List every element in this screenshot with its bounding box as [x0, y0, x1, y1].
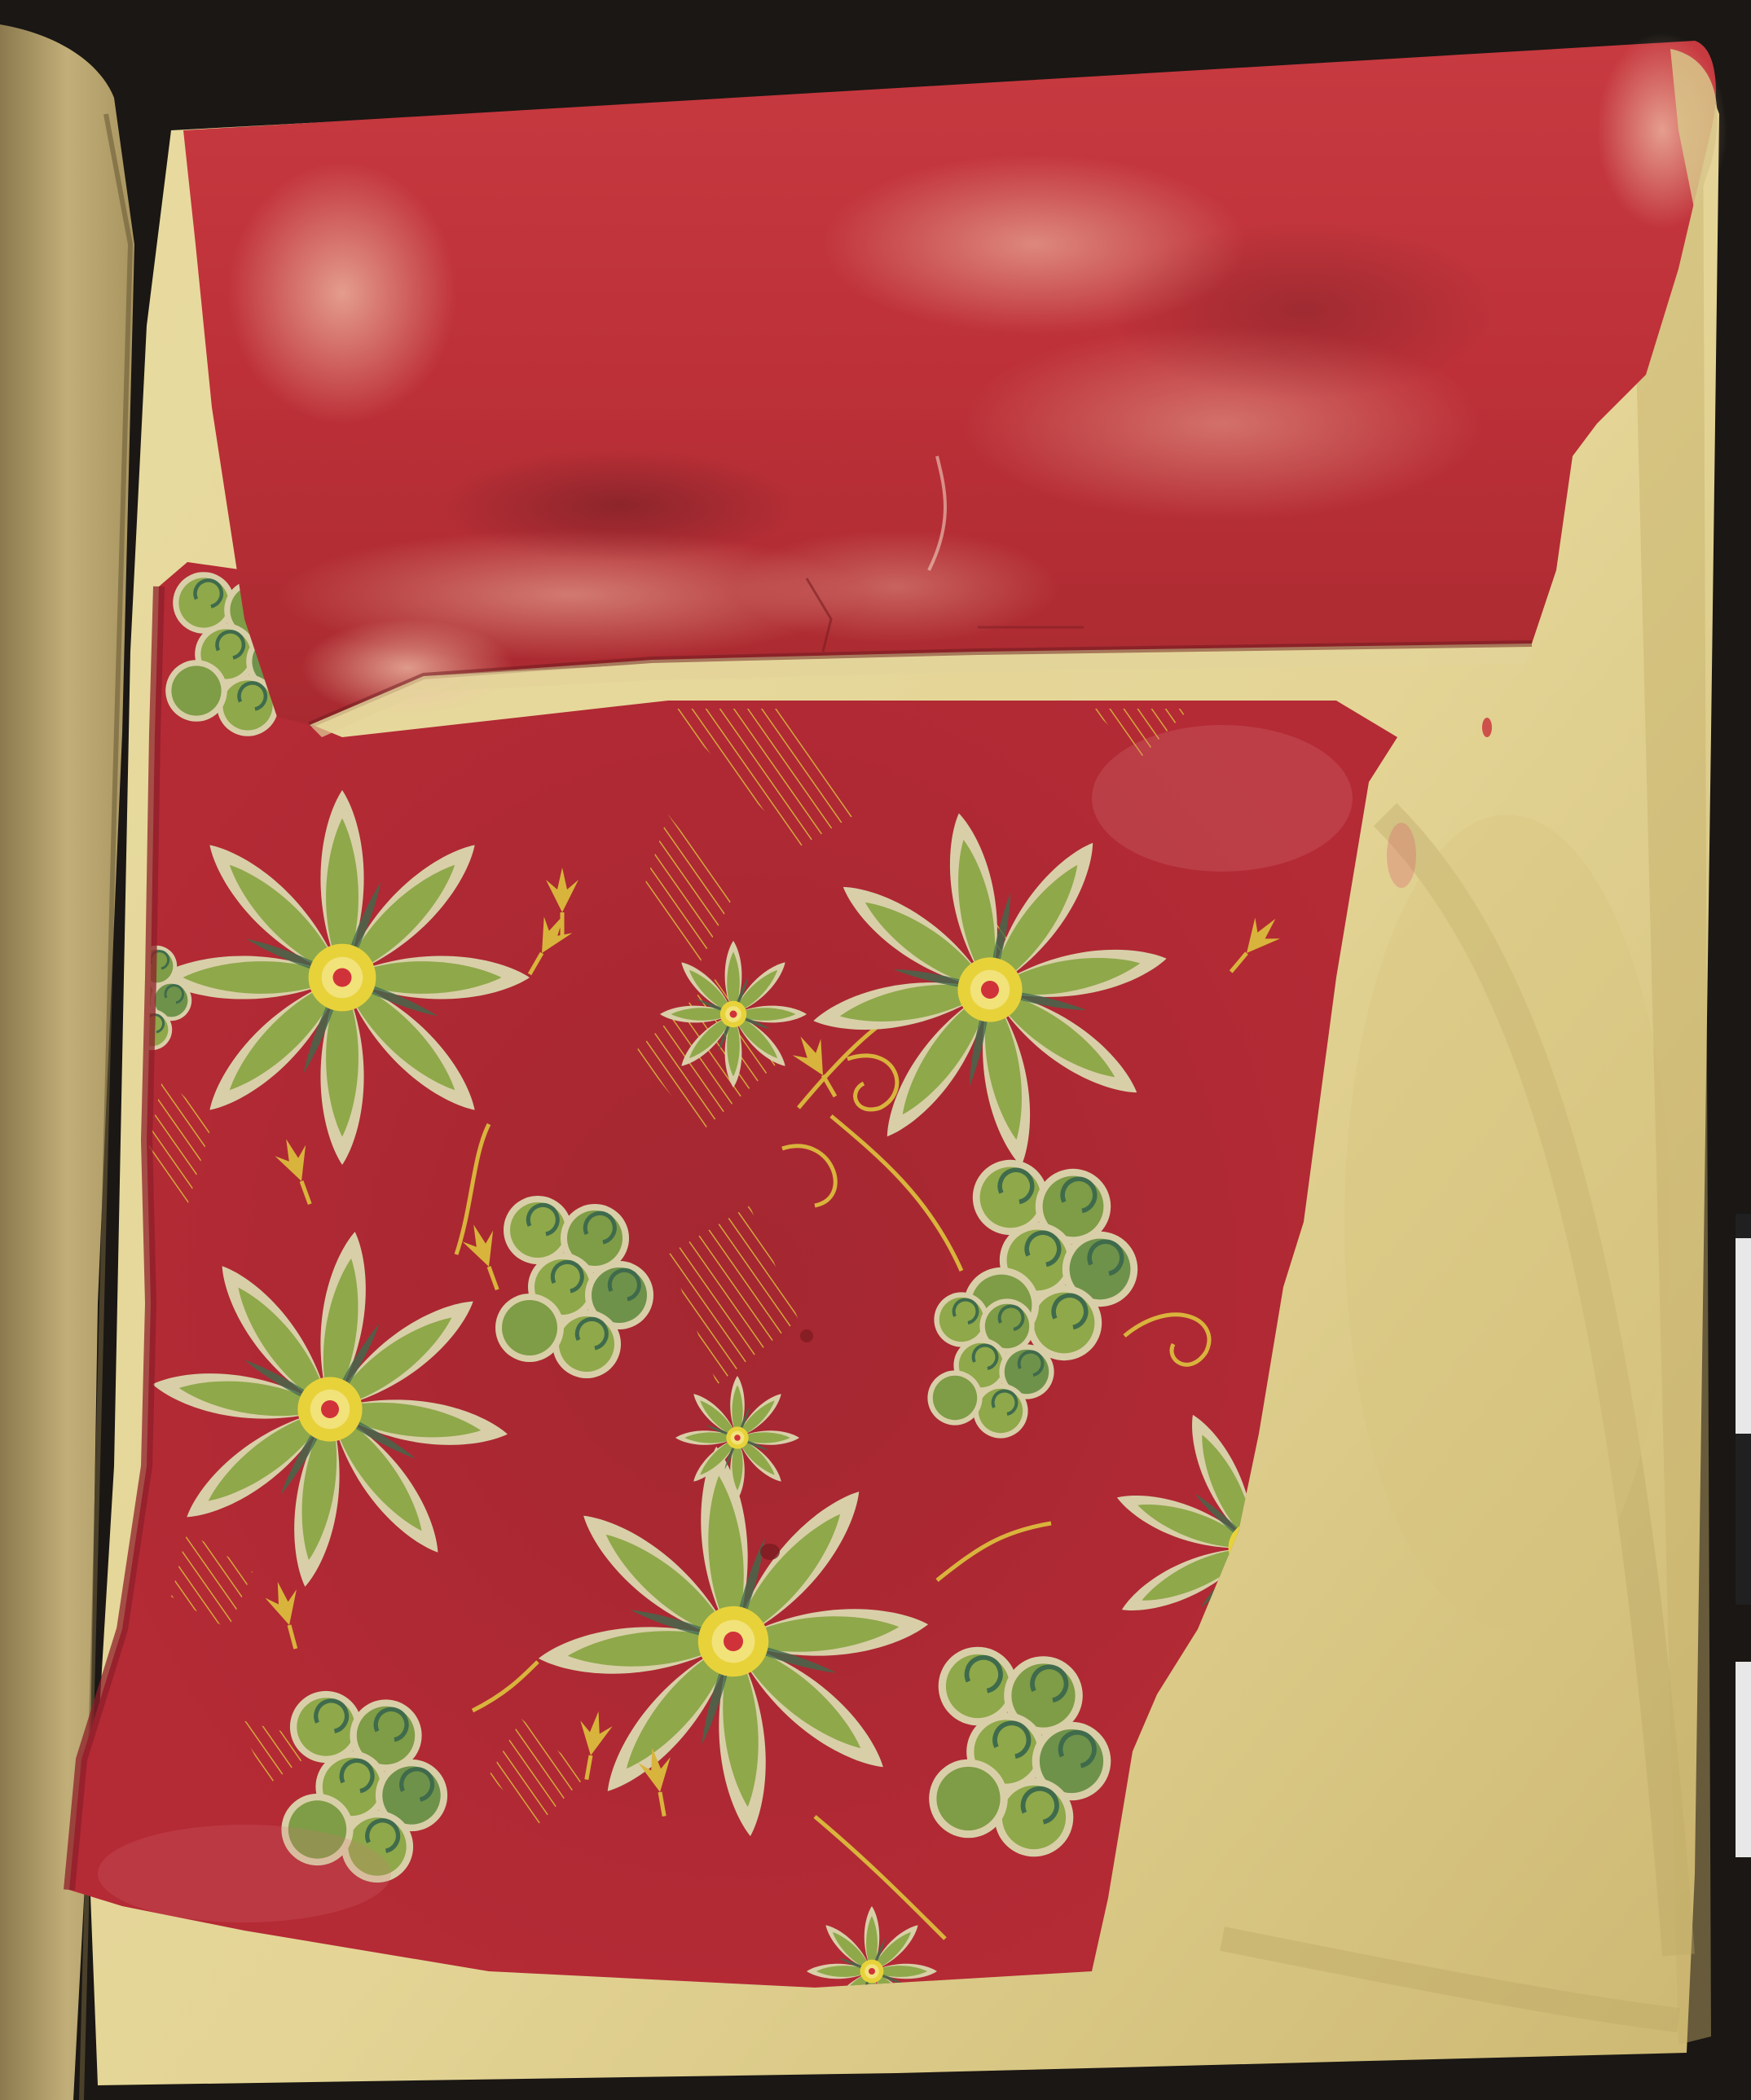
scale-bar	[1736, 1214, 1751, 1857]
red-leather-flap	[183, 33, 1727, 725]
flower-top-left	[155, 790, 530, 1165]
